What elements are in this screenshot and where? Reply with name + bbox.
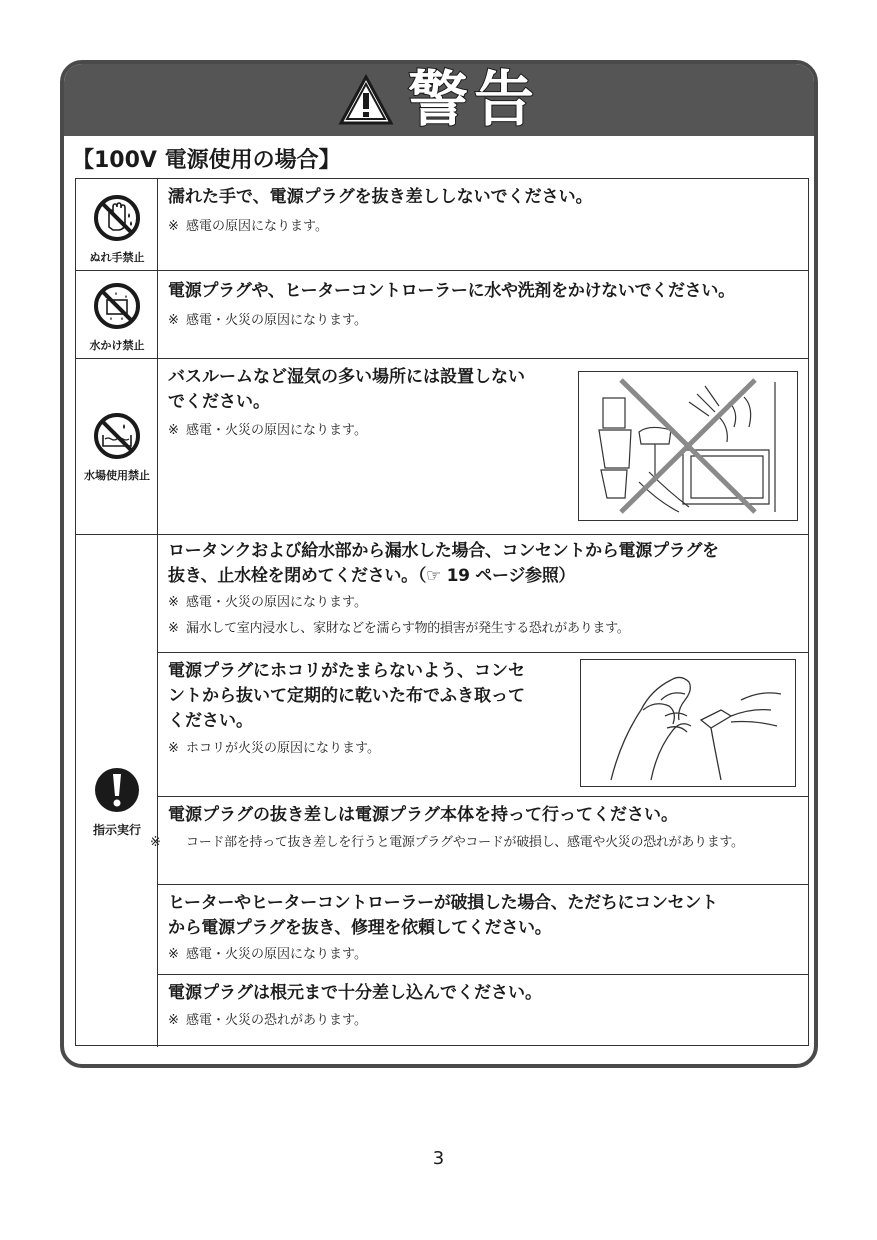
exclamation-instruction-icon — [92, 765, 142, 815]
note-text: 感電・火災の原因になります。 — [186, 423, 367, 438]
instruction-text — [168, 659, 525, 734]
instruction-note — [168, 619, 629, 639]
note-text: 感電・火災の原因になります。 — [186, 313, 367, 328]
note-text: 感電・火災の原因になります。 — [186, 947, 367, 962]
note-text: 漏水して室内浸水し、家財などを濡らす物的損害が発生する恐れがあります。 — [186, 621, 630, 636]
note-text: 感電の原因になります。 — [186, 219, 328, 234]
instruction-text-line: ください。 — [168, 711, 253, 731]
no-water-splash-icon — [92, 281, 142, 331]
instruction-text-line: ヒーターやヒーターコントローラーが破損した場合、ただちにコンセント — [168, 893, 718, 913]
note-symbol: ※ — [168, 1013, 179, 1028]
instruction-text-line: 抜き、止水栓を閉めてください。（☞ 19 ページ参照） — [168, 566, 576, 586]
banner-title: 警告 — [408, 65, 540, 135]
page-number: 3 — [432, 1148, 445, 1169]
instruction-text — [168, 803, 678, 828]
instruction-text — [168, 539, 719, 589]
plug-cleaning-drawing — [581, 660, 795, 786]
instruction-item — [158, 975, 808, 1047]
warning-text — [168, 365, 525, 415]
instruction-text-line: から電源プラグを抜き、修理を依頼してください。 — [168, 918, 552, 938]
note-symbol: ※ — [168, 423, 179, 438]
warning-note — [168, 217, 328, 237]
icon-label: 水場使用禁止 — [84, 469, 150, 482]
icon-label: 指示実行 — [92, 823, 141, 837]
instruction-item — [158, 653, 808, 797]
note-symbol: ※ — [168, 313, 179, 328]
no-wet-hands-icon — [92, 193, 142, 243]
note-text: 感電・火災の恐れがあります。 — [186, 1013, 367, 1028]
warning-note — [168, 421, 367, 441]
warning-triangle-icon — [338, 74, 394, 126]
icon-label: ぬれ手禁止 — [89, 251, 145, 264]
instruction-text-line: ロータンクおよび給水部から漏水した場合、コンセントから電源プラグを — [168, 541, 719, 561]
instruction-note — [168, 945, 367, 965]
section-title: 【100V 電源使用の場合】 — [72, 148, 341, 173]
warning-row — [76, 271, 808, 359]
note-text: ホコリが火災の原因になります。 — [186, 741, 380, 756]
instruction-note — [168, 739, 380, 759]
warning-row — [76, 179, 808, 271]
note-symbol: ※ — [168, 219, 179, 234]
instruction-row — [76, 535, 808, 1047]
note-symbol: ※ — [168, 595, 179, 610]
instruction-note — [168, 593, 367, 613]
instruction-item — [150, 797, 808, 885]
bathroom-illustration — [578, 371, 798, 521]
warning-row — [76, 359, 808, 535]
instruction-text — [168, 981, 542, 1006]
warning-note — [168, 311, 367, 331]
note-symbol: ※ — [168, 741, 179, 756]
bathroom-illustration-drawing — [579, 372, 797, 520]
instruction-text — [168, 891, 718, 941]
warning-table — [75, 178, 809, 1046]
warning-frame — [60, 60, 818, 1068]
instruction-text-line: 電源プラグは根元まで十分差し込んでください。 — [168, 983, 542, 1003]
note-text: コード部を持って抜き差しを行うと電源プラグやコードが破損し、感電や火災の恐れがあります。 — [186, 835, 744, 850]
instruction-item — [158, 535, 808, 653]
note-symbol: ※ — [168, 947, 179, 962]
warning-text-line: バスルームなど湿気の多い場所には設置しない — [168, 367, 525, 387]
warning-text-line: でください。 — [168, 392, 270, 412]
warning-text: 電源プラグや、ヒーターコントローラーに水や洗剤をかけないでください。 — [168, 281, 735, 301]
instruction-item — [158, 885, 808, 975]
warning-text: 濡れた手で、電源プラグを抜き差ししないでください。 — [168, 187, 593, 207]
instruction-note — [150, 833, 806, 853]
warning-banner — [64, 64, 814, 136]
plug-cleaning-illustration — [580, 659, 796, 787]
note-symbol: ※ — [168, 621, 179, 636]
instruction-text-line: 電源プラグにホコリがたまらないよう、コンセ — [168, 661, 525, 681]
note-text: 感電・火災の原因になります。 — [186, 595, 367, 610]
instruction-note — [168, 1011, 367, 1031]
instruction-text-line: ントから抜いて定期的に乾いた布でふき取って — [168, 686, 525, 706]
note-symbol: ※ — [150, 835, 161, 850]
icon-label: 水かけ禁止 — [89, 339, 145, 352]
no-wet-area-icon — [92, 411, 142, 461]
instruction-text-line: 電源プラグの抜き差しは電源プラグ本体を持って行ってください。 — [168, 805, 678, 825]
